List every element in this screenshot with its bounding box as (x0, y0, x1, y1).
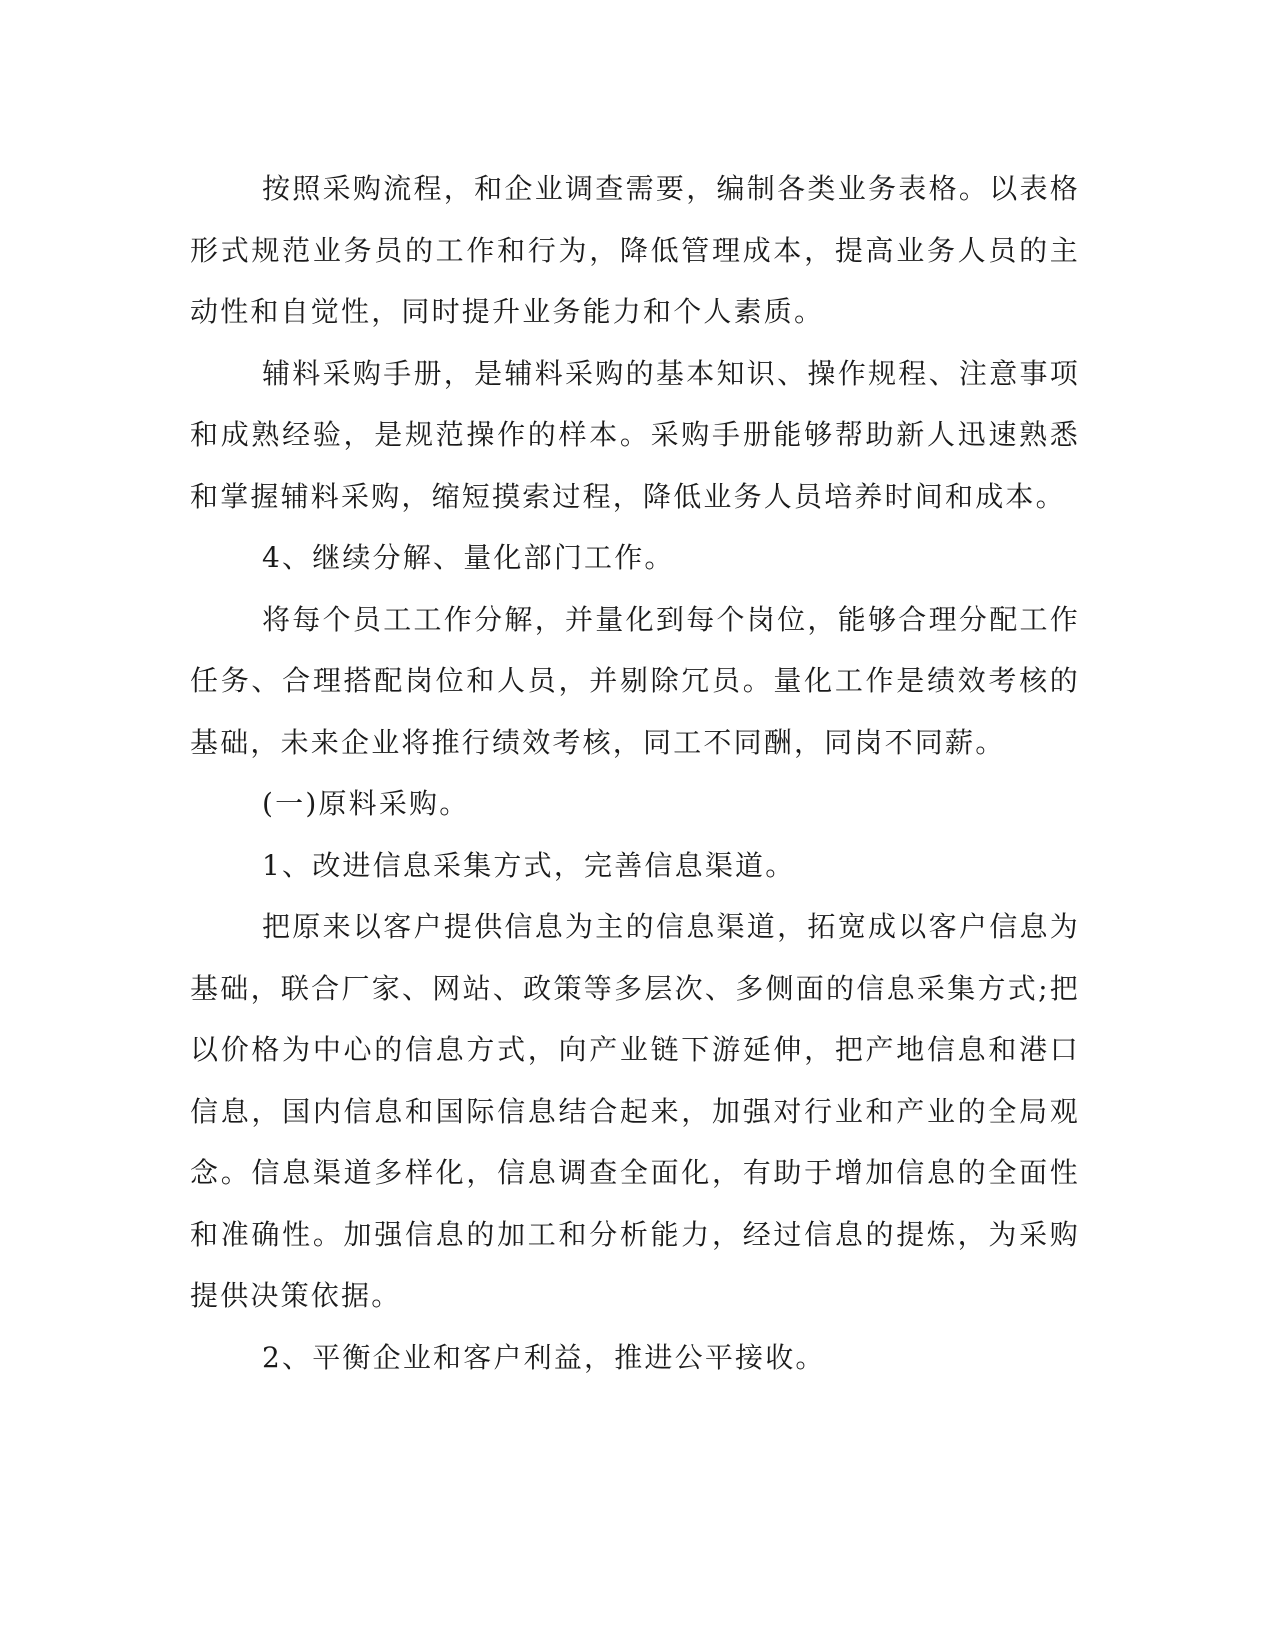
paragraph-quantify-details: 将每个员工工作分解，并量化到每个岗位，能够合理分配工作任务、合理搭配岗位和人员，并剔除冗员。量化工作是绩效考核的基础，未来企业将推行绩效考核，同工不同酬，同岗不同薪。 (190, 602, 1080, 759)
paragraph-heading-raw-material: (一)原料采购。 (262, 787, 470, 820)
paragraph-business-forms: 按照采购流程，和企业调查需要，编制各类业务表格。以表格形式规范业务员的工作和行为，降低管理成本，提高业务人员的主动性和自觉性，同时提升业务能力和个人素质。 (190, 172, 1080, 328)
paragraph-info-channels: 把原来以客户提供信息为主的信息渠道，拓宽成以客户信息为基础，联合厂家、网站、政策等多层次、多侧面的信息采集方式;把以价格为中心的信息方式，向产业链下游延伸，把产地信息和港口信息，国内信息和国际信息结合起来，加强对行业和产业的全局观念。信息渠道多样化，信息调查全面化，有助于增加信息的全面性和准确性。加强信息的加工和分析能力，经过信息的提炼，为采购提供决策依据。 (190, 910, 1080, 1312)
paragraph-procurement-manual: 辅料采购手册，是辅料采购的基本知识、操作规程、注意事项和成熟经验，是规范操作的样本。采购手册能够帮助新人迅速熟悉和掌握辅料采购，缩短摸索过程，降低业务人员培养时间和成本。 (190, 356, 1080, 513)
paragraph-heading-quantify-work: 4、继续分解、量化部门工作。 (262, 541, 675, 574)
document-body (190, 158, 1080, 1388)
paragraph-heading-balance-interests: 2、平衡企业和客户利益，推进公平接收。 (262, 1340, 826, 1374)
paragraph-heading-info-collection: 1、改进信息采集方式，完善信息渠道。 (262, 848, 796, 882)
